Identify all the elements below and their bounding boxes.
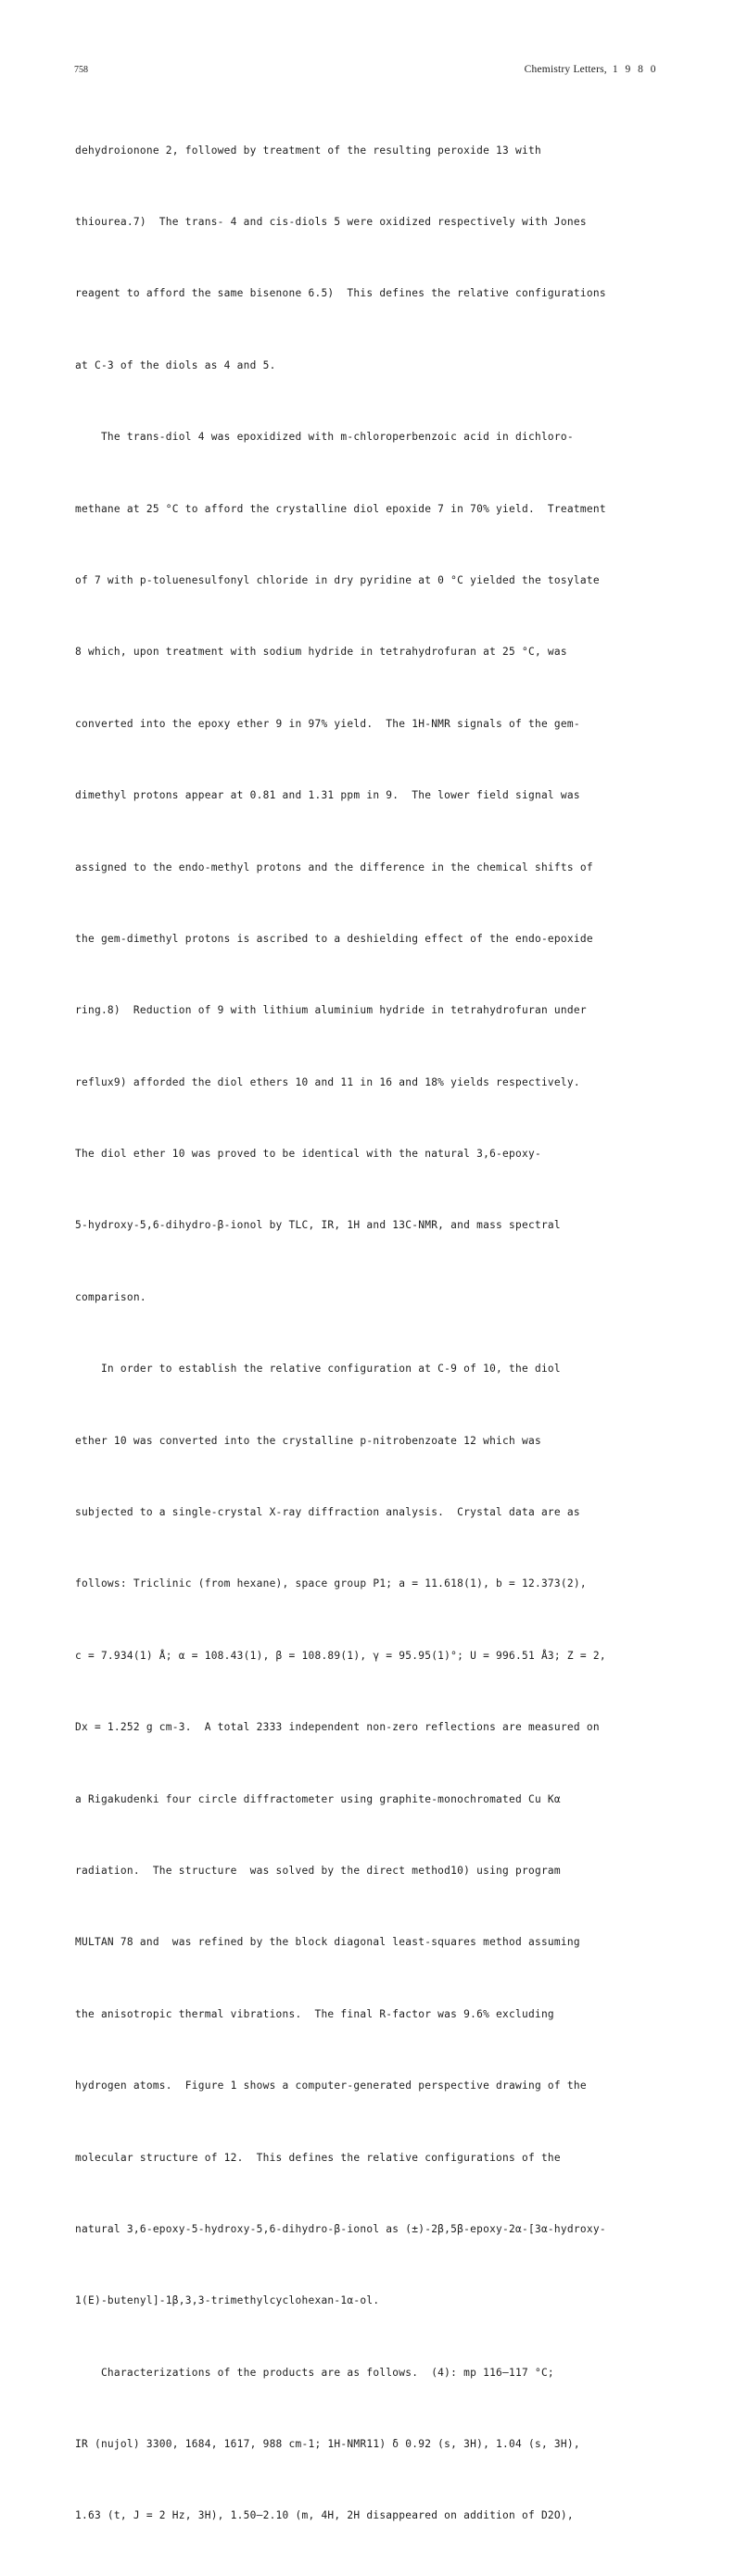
text-line-24: a Rigakudenki four circle diffractometer using graphite-monochromated Cu Kα [75,1792,561,1805]
text-line-16: 5-hydroxy-5,6-dihydro-β-ionol by TLC, IR, 1H and 13C-NMR, and mass spectral [75,1219,561,1232]
text-line-9: converted into the epoxy ether 9 in 97% yield. The 1H-NMR signals of the gem- [75,717,580,730]
text-line-31: 1(E)-butenyl]-1β,3,3-trimethylcyclohexan-1α-ol. [75,2294,380,2307]
text-line-1: dehydroionone 2, followed by treatment of the resulting peroxide 13 with [75,144,541,157]
text-line-15: The diol ether 10 was proved to be identical with the natural 3,6-epoxy- [75,1148,541,1161]
text-line-32: Characterizations of the products are as follows. (4): mp 116–117 °C; [75,2366,554,2379]
text-line-8: 8 which, upon treatment with sodium hydride in tetrahydrofuran at 25 °C, was [75,646,567,659]
text-line-30: natural 3,6-epoxy-5-hydroxy-5,6-dihydro-β-ionol as (±)-2β,5β-epoxy-2α-[3α-hydroxy- [75,2222,606,2235]
text-line-7: of 7 with p-toluenesulfonyl chloride in dry pyridine at 0 °C yielded the tosylate [75,573,600,586]
body-text [75,91,668,2576]
text-line-5: The trans-diol 4 was epoxidized with m-chloroperbenzoic acid in dichloro- [75,431,574,444]
text-line-3: reagent to afford the same bisenone 6.5) This defines the relative configurations [75,287,606,300]
text-line-33: IR (nujol) 3300, 1684, 1617, 988 cm-1; 1H-NMR11) δ 0.92 (s, 3H), 1.04 (s, 3H), [75,2438,580,2451]
page-number: 758 [74,65,88,75]
text-line-19: ether 10 was converted into the crystalline p-nitrobenzoate 12 which was [75,1434,541,1447]
text-line-6: methane at 25 °C to afford the crystalline diol epoxide 7 in 70% yield. Treatment [75,502,606,515]
journal-year: 1 9 8 0 [612,64,658,75]
text-line-29: molecular structure of 12. This defines the relative configurations of the [75,2151,561,2164]
text-line-2: thiourea.7) The trans- 4 and cis-diols 5 were oxidized respectively with Jones [75,215,587,228]
text-line-27: the anisotropic thermal vibrations. The final R-factor was 9.6% excluding [75,2007,554,2020]
text-line-11: assigned to the endo-methyl protons and the difference in the chemical shifts of [75,861,593,873]
text-line-23: Dx = 1.252 g cm-3. A total 2333 independent non-zero reflections are measured on [75,1721,600,1734]
text-line-18: In order to establish the relative configuration at C-9 of 10, the diol [75,1363,561,1376]
running-header [525,64,658,75]
text-line-25: radiation. The structure was solved by the direct method10) using program [75,1864,561,1877]
text-line-26: MULTAN 78 and was refined by the block diagonal least-squares method assuming [75,1936,580,1949]
text-line-17: comparison. [75,1290,146,1303]
journal-name: Chemistry Letters, [524,64,607,75]
text-line-4: at C-3 of the diols as 4 and 5. [75,358,276,371]
text-line-10: dimethyl protons appear at 0.81 and 1.31 ppm in 9. The lower field signal was [75,789,580,802]
text-line-20: subjected to a single-crystal X-ray diffraction analysis. Crystal data are as [75,1506,580,1519]
text-line-28: hydrogen atoms. Figure 1 shows a computer-generated perspective drawing of the [75,2080,587,2092]
text-line-22: c = 7.934(1) Å; α = 108.43(1), β = 108.89(1), γ = 95.95(1)°; U = 996.51 Å3; Z = 2, [75,1649,606,1662]
text-line-14: reflux9) afforded the diol ethers 10 and 11 in 16 and 18% yields respectively. [75,1075,580,1088]
text-line-12: the gem-dimethyl protons is ascribed to a deshielding effect of the endo-epoxide [75,932,593,945]
text-line-13: ring.8) Reduction of 9 with lithium aluminium hydride in tetrahydrofuran under [75,1004,587,1017]
text-line-21: follows: Triclinic (from hexane), space group P1; a = 11.618(1), b = 12.373(2), [75,1577,587,1590]
text-line-34: 1.63 (t, J = 2 Hz, 3H), 1.50–2.10 (m, 4H, 2H disappeared on addition of D2O), [75,2509,574,2522]
